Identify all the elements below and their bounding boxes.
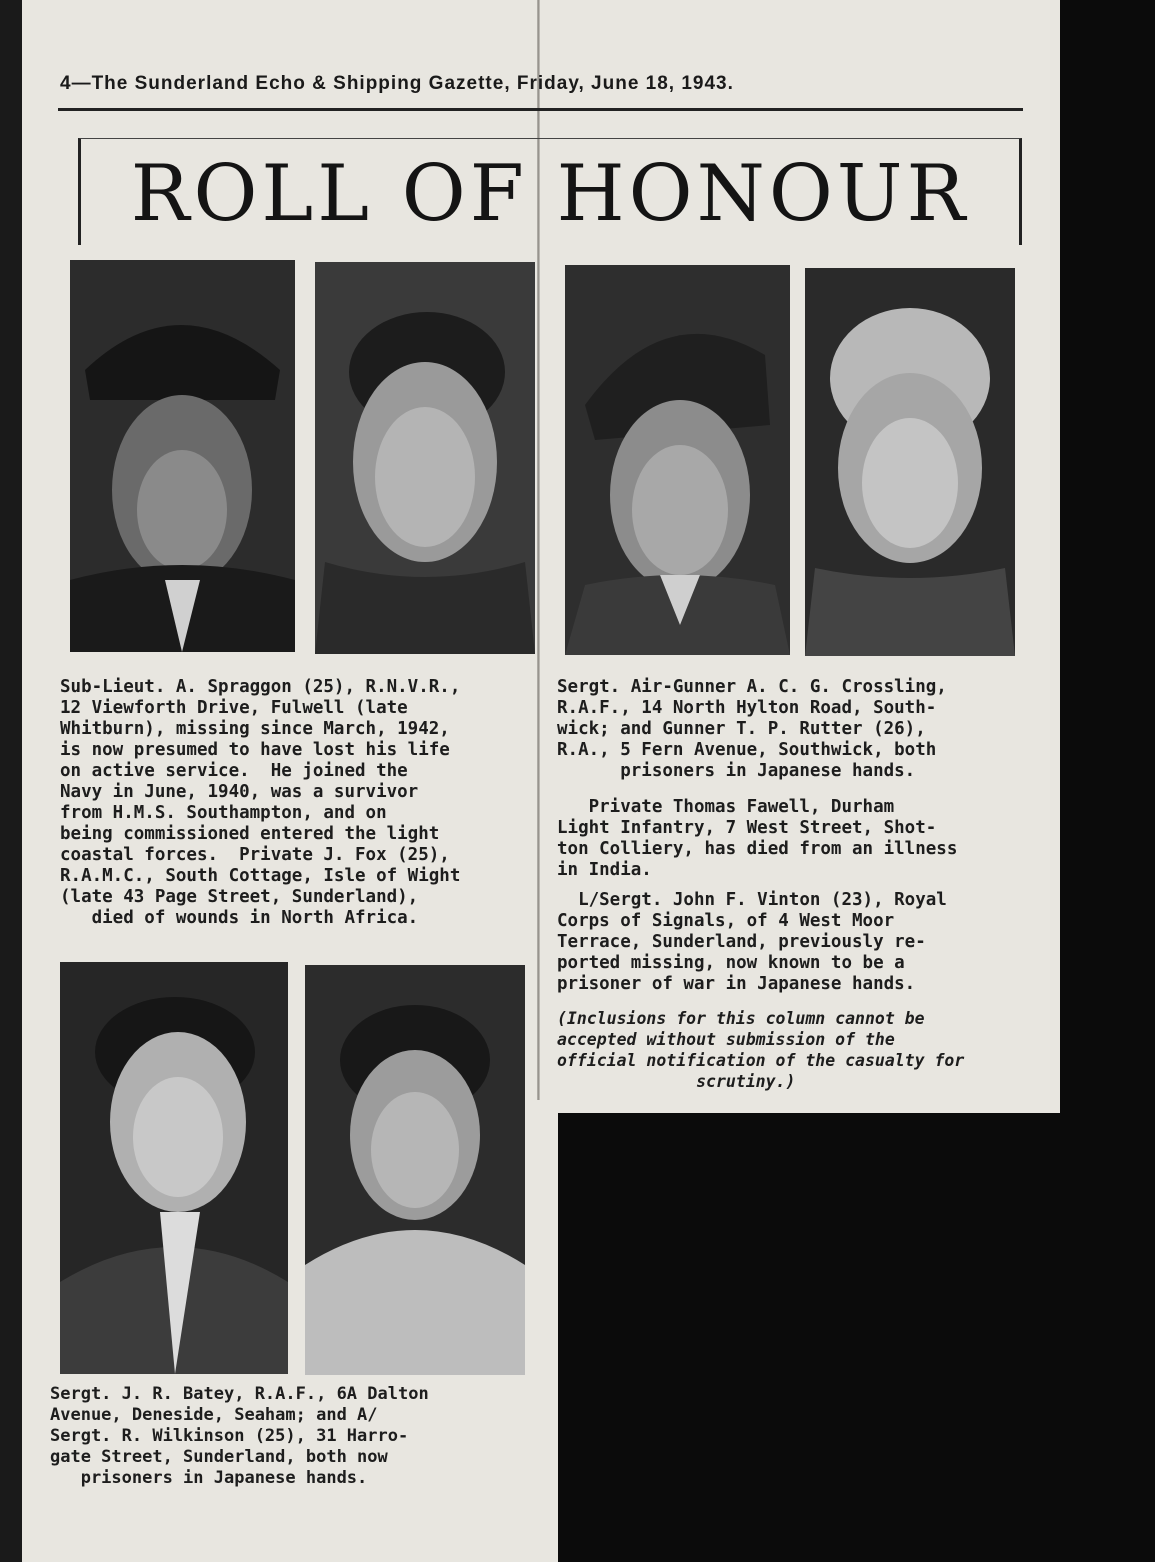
- batey-photo: [60, 962, 288, 1374]
- caption-fawell: Private Thomas Fawell, Durham Light Infantry, 7 West Street, Shot- ton Colliery, has died from an illness in India.: [557, 797, 958, 880]
- rutter-photo: [805, 268, 1015, 656]
- caption-spraggon-fox: Sub-Lieut. A. Spraggon (25), R.N.V.R., 12 Viewforth Drive, Fulwell (late Whitburn), missing since March, 1942, is now presumed to have lost his life on active service. He joined the Navy in June, 1940, was a survivor from H.M.S. Southampton, and on being commissioned entered the light coastal forces. Private J. Fox (25), R.A.M.C., South Cottage, Isle of Wight (late 43 Page Street, Sunderland), died of wounds in North Africa.: [60, 677, 461, 928]
- wilkinson-photo: [305, 965, 525, 1375]
- masthead-rule: [58, 108, 1023, 111]
- page-title: ROLL OF HONOUR: [130, 149, 970, 239]
- caption-batey-wilkinson: Sergt. J. R. Batey, R.A.F., 6A Dalton Avenue, Deneside, Seaham; and A/ Sergt. R. Wilkinson (25), 31 Harro- gate Street, Sunderland, both now prisoners in Japanese hands.: [50, 1384, 429, 1488]
- caption-vinton: L/Sergt. John F. Vinton (23), Royal Corps of Signals, of 4 West Moor Terrace, Sunderland, previously re- ported missing, now known to be a prisoner of war in Japanese hands.: [557, 890, 947, 994]
- spraggon-photo: [70, 260, 295, 652]
- caption-crossling-rutter: Sergt. Air-Gunner A. C. G. Crossling, R.A.F., 14 North Hylton Road, South- wick; and Gunner T. P. Rutter (26), R.A., 5 Fern Avenue, Southwick, both prisoners in Japanese hands.: [557, 677, 947, 781]
- crossling-photo: [565, 265, 790, 655]
- newspaper-masthead: 4—The Sunderland Echo & Shipping Gazette, Friday, June 18, 1943.: [60, 73, 734, 94]
- fox-photo: [315, 262, 535, 654]
- inclusions-note: (Inclusions for this column cannot be accepted without submission of the official notification of the casualty for scrutiny.): [557, 1009, 965, 1091]
- title-frame: [78, 138, 1022, 245]
- scan-edge: [0, 0, 22, 1562]
